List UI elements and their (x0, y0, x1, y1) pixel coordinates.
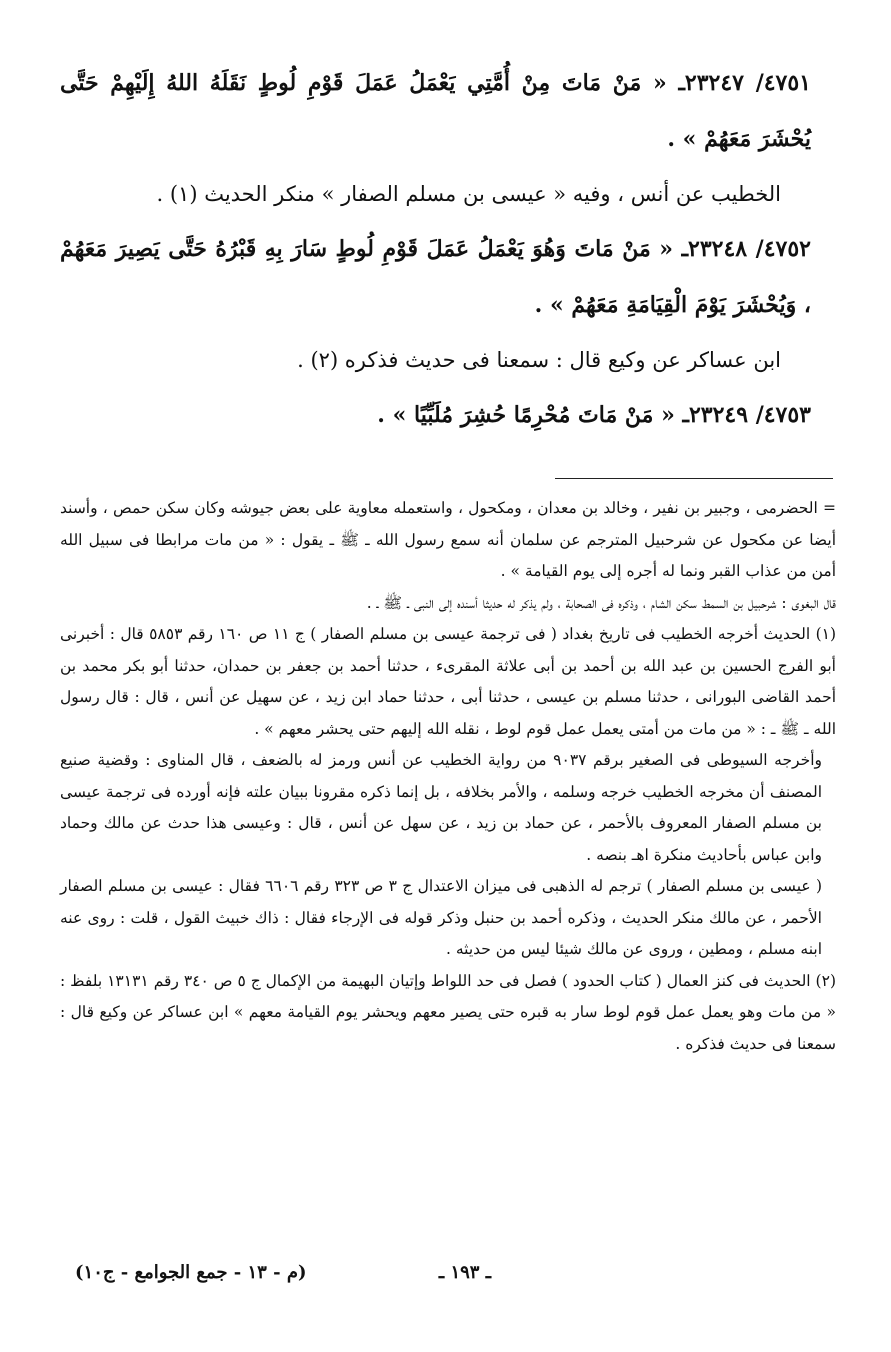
hadith-4751: ٤٧٥١/ ٢٣٢٤٧ـ « مَنْ مَاتَ مِنْ أُمَّتِي يَعْمَلُ عَمَلَ قَوْمِ لُوطٍ نَقَلَهُ اللهُ إِلَيْهِمْ حَتَّى يُحْشَرَ مَعَهُمْ » . (60, 70, 811, 152)
footnote-1: (١) الحديث أخرجه الخطيب فى تاريخ بغداد ( فى ترجمة عيسى بن مسلم الصفار ) ج ١١ ص ١٦٠ رقم ٥٨٥٣ قال : أخبرنى أبو الفرج الحسين بن عبد الله بن أحمد بن أبى علاثة المقرىء ، حدثنا أحمد بن جعفر بن حمدان، حدثنا أبو بكر محمد بن أحمد القاضى البورانى ، حدثنا مسلم بن عيسى ، حدثنا أبى ، حدثنا حماد ابن زيد ، عن سهيل عن أنس ، قال : قال رسول الله ـ ﷺ ـ : « من مات من أمتى يعمل عمل قوم لوط ، نقله الله إليهم حتى يحشر معهم » . (60, 625, 837, 738)
hadith-4752-source: ابن عساكر عن وكيع قال : سمعنا فى حديث فذكره (٢) . (297, 348, 781, 372)
hadith-4751-source: الخطيب عن أنس ، وفيه « عيسى بن مسلم الصفار » منكر الحديث (١) . (156, 182, 781, 206)
page-number: ـ ١٩٣ ـ (438, 1262, 491, 1283)
hadith-4753: ٤٧٥٣/ ٢٣٢٤٩ـ « مَنْ مَاتَ مُحْرِمًا حُشِرَ مُلَبِّيًا » . (377, 402, 811, 428)
footnote-2: (٢) الحديث فى كنز العمال ( كتاب الحدود ) فصل فى حد اللواط وإتيان البهيمة من الإكمال ج ٥ ص ٣٤٠ رقم ١٣١٣١ بلفظ : « من مات وهو يعمل عمل قوم لوط سار به قبره حتى يصير معهم ويحشر يوم القيامة معهم » ابن عساكر عن وكيع قال : سمعنا فى حديث فذكره . (60, 971, 836, 1053)
footnote-continuation-2: قال البغوى : شرحبيل بن السمط سكن الشام ، وذكره فى الصحابة ، ولم يذكر له حديثا أسنده إلى النبى ـ ﷺ ـ . (366, 593, 836, 612)
footnote-continuation-1: = الحضرمى ، وجبير بن نفير ، وخالد بن معدان ، ومكحول ، واستعمله معاوية على بعض جيوشه وكان سكن حمص ، وأسند أيضا عن مكحول عن شرحبيل المترجم عن سلمان أنه سمع رسول الله ـ ﷺ ـ يقول : « من مات مرابطا فى سبيل الله أمن من عذاب القبر ونما له أجره إلى يوم القيامة » . (60, 499, 836, 580)
main-text (60, 55, 811, 443)
footnote-separator (555, 478, 833, 479)
footnotes (60, 493, 836, 1060)
page-footer (75, 1262, 811, 1292)
footnote-1-suyuti: وأخرجه السيوطى فى الصغير برقم ٩٠٣٧ من رواية الخطيب عن أنس ورمز له بالضعف ، قال المناوى : وقضية صنيع المصنف أن مخرجه الخطيب خرجه وسلمه ، والأمر بخلافه ، بل إنما ذكره مقرونا ببيان علته فإنه أورده فى ترجمة عيسى بن مسلم الصفار المعروف بالأحمر ، عن حماد بن زيد ، عن سهل عن أنس ، قال : وعيسى هذا حدث عن مالك وحماد وابن عباس بأحاديث منكرة اهـ بنصه . (60, 751, 822, 864)
footnote-1-dhahabi: ( عيسى بن مسلم الصفار ) ترجم له الذهبى فى ميزان الاعتدال ج ٣ ص ٣٢٣ رقم ٦٦٠٦ فقال : عيسى بن مسلم الصفار الأحمر ، عن مالك منكر الحديث ، وذكره أحمد بن حنبل وذكر قوله فى الإرجاء فقال : ذاك خبيث القول ، قلت : روى عنه ابنه مسلم ، ومطين ، وروى عن مالك شيئا ليس من حديثه . (60, 877, 822, 958)
hadith-4752: ٤٧٥٢/ ٢٣٢٤٨ـ « مَنْ مَاتَ وَهُوَ يَعْمَلُ عَمَلَ قَوْمِ لُوطٍ سَارَ بِهِ قَبْرُهُ حَتَّى يَصِيرَ مَعَهُمْ ، وَيُحْشَرَ يَوْمَ الْقِيَامَةِ مَعَهُمْ » . (60, 236, 811, 318)
signature-mark: (م - ١٣ - جمع الجوامع - ج١٠) (75, 1262, 307, 1283)
